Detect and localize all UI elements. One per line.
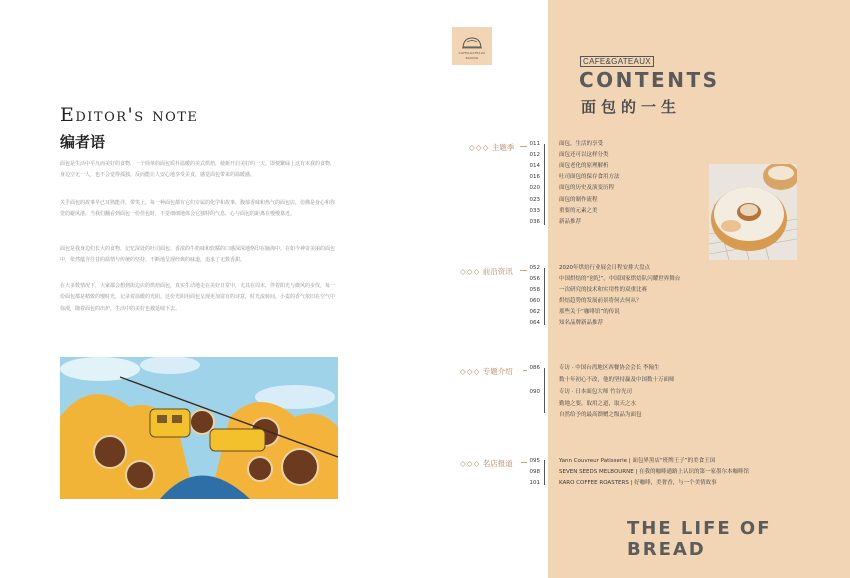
contents-subtitle: 面包的一生 xyxy=(581,98,682,116)
editor-note-subtitle: 编者语 xyxy=(60,133,106,151)
section-label-feature: ◇◇◇ 专题介绍 xyxy=(460,367,513,376)
paragraph-4: 在大多数情况下，大家都会想到街边店的烘焙面包，真实生动地走在美好日常中，尤其在周末，伴着阳光与微风的步伐，每一份面包都是精致的慢时光，记录着温暖的光阴。这份光阴用面包呈现更加富有的诗意，时光流转间，小麦的香气依旧在空气中弥漫，随着面包的出炉，生活中的美好也被延续下去。 xyxy=(60,283,336,312)
editor-note-title: Editor's note xyxy=(60,104,199,126)
paragraph-3: 面包是我身边们长大的食物，记忆深处的吐司面包、香浓的牛奶味和软糯的口感深深地烙印在脑海中。在如今神奇美丽的面包中，依然蕴含往昔的温情与传统的坚持，不断地呈现经典的味道，追求了无数香甜。 xyxy=(60,246,336,264)
illustration xyxy=(60,357,338,499)
bracket xyxy=(544,268,550,325)
logo-subtext: BAKING xyxy=(465,56,479,60)
section-label-stores: ◇◇◇ 名店报道 xyxy=(460,459,513,468)
footer-title: THE LIFE OF BREAD xyxy=(627,518,772,560)
logo-text: CAFE&GATEAUX xyxy=(458,51,486,55)
toc-entry-subtext: 数十年初心不改，他的坚持赢及中国数十万面师 xyxy=(559,377,675,383)
paragraph-1: 面包是生活中平凡而美好的食物，一个简单的面包质朴温暖的美式烘焙，使新开启美好的一天。即便繁碌上这有未我的食物，身边空无一人，也不会觉得孤独，反而能让人安心地享受美食，感觉面包带来的温暖感。 xyxy=(60,161,336,179)
bracket xyxy=(544,368,550,413)
section-label-news: ◇◇◇ 前沿资讯 xyxy=(460,267,513,276)
contents-title: CONTENTS xyxy=(579,68,720,92)
bread-photo xyxy=(709,164,797,260)
brand-badge: CAFE&GATEAUX xyxy=(580,56,654,67)
paragraph-2: 关乎面包的故事早已耳熟能详，带笑上，每一种面包都有它们专属的化学和故事，馥郁香味和热气的面包店，仿佛是身心和你觉的避风港。当我们翻看到面包一份佳包时，不觉细细地体会它独特的气息，心与面包的距离在慢慢靠近。 xyxy=(60,200,336,218)
section-label-theme: ◇◇◇ 主题季 xyxy=(469,143,515,152)
bracket xyxy=(544,460,550,485)
bracket xyxy=(544,144,550,225)
toc-entry-subtext: 勤地之要，取用之道，取天之水 自然给予的最高馈赠之级品为面包 xyxy=(559,401,642,418)
logo xyxy=(452,27,492,65)
